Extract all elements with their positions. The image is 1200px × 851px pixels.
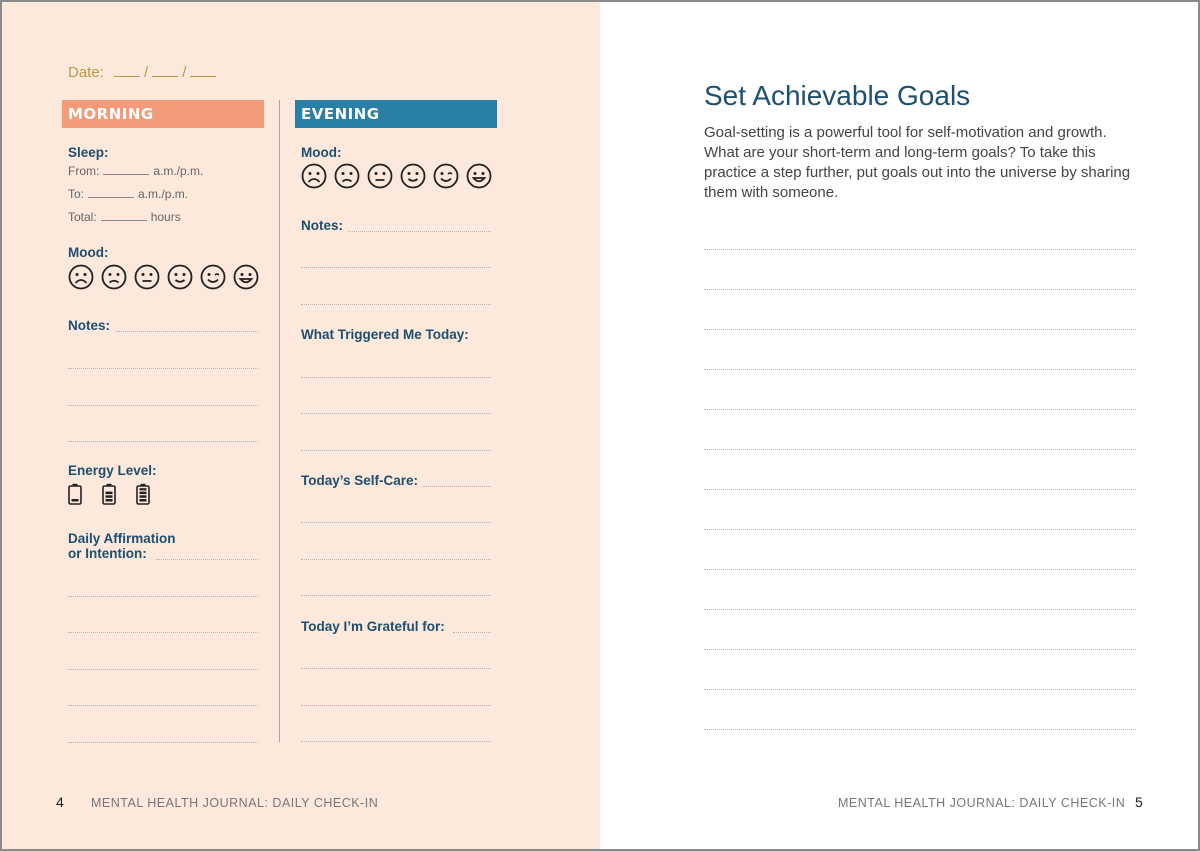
morning-mood-label: Mood:: [68, 245, 109, 260]
affirmation-line[interactable]: [68, 742, 258, 743]
sleep-from-blank[interactable]: [103, 164, 149, 175]
morning-notes-line[interactable]: [68, 368, 258, 369]
evening-notes-line[interactable]: [301, 304, 491, 305]
self-care-line[interactable]: [301, 595, 491, 596]
sad-face-icon[interactable]: [334, 163, 360, 189]
sleep-total-blank[interactable]: [101, 210, 147, 221]
goal-writing-line[interactable]: [704, 369, 1136, 370]
self-care-line[interactable]: [301, 522, 491, 523]
date-label: Date:: [68, 64, 104, 81]
sleep-total-suffix: hours: [150, 210, 181, 224]
goal-writing-line[interactable]: [704, 609, 1136, 610]
running-title-right: MENTAL HEALTH JOURNAL: DAILY CHECK-IN: [838, 796, 1126, 810]
evening-notes-label: Notes:: [301, 218, 344, 233]
affirmation-label-line2: or Intention:: [68, 546, 147, 561]
date-separator: /: [182, 64, 187, 81]
page-number-right: 5: [1135, 794, 1143, 810]
neutral-face-icon[interactable]: [367, 163, 393, 189]
morning-mood-faces: [68, 264, 259, 290]
sleep-total-label: Total:: [68, 210, 97, 224]
happy-face-icon[interactable]: [466, 163, 492, 189]
morning-notes-label: Notes:: [68, 318, 111, 333]
sad-face-icon[interactable]: [101, 264, 127, 290]
affirmation-label-line1: Daily Affirmation: [68, 531, 176, 546]
sleep-to-blank[interactable]: [88, 187, 134, 198]
grateful-line[interactable]: [301, 705, 491, 706]
energy-level-label: Energy Level:: [68, 463, 157, 478]
intro-paragraph: Goal-setting is a powerful tool for self-motivation and growth. What are your short-term and long-term goals? To take this practice a step further, put goals out into the universe by sharing them with someone.: [704, 124, 1131, 201]
grateful-label: Today I’m Grateful for:: [301, 619, 445, 634]
affirmation-line[interactable]: [68, 669, 258, 670]
self-care-label: Today’s Self-Care:: [301, 473, 419, 488]
very-sad-face-icon[interactable]: [68, 264, 94, 290]
winking-face-icon[interactable]: [200, 264, 226, 290]
self-care-line[interactable]: [423, 486, 491, 487]
affirmation-line[interactable]: [68, 632, 258, 633]
affirmation-line[interactable]: [68, 705, 258, 706]
neutral-face-icon[interactable]: [134, 264, 160, 290]
date-day-blank[interactable]: [152, 66, 178, 77]
goal-writing-line[interactable]: [704, 649, 1136, 650]
morning-notes-line[interactable]: [116, 331, 258, 332]
date-year-blank[interactable]: [190, 66, 216, 77]
goal-writing-line[interactable]: [704, 569, 1136, 570]
evening-mood-faces: [301, 163, 492, 189]
morning-notes-line[interactable]: [68, 441, 258, 442]
grateful-line[interactable]: [301, 741, 491, 742]
sleep-from-suffix: a.m./p.m.: [153, 164, 204, 178]
goal-writing-line[interactable]: [704, 409, 1136, 410]
very-sad-face-icon[interactable]: [301, 163, 327, 189]
affirmation-line[interactable]: [156, 559, 258, 560]
grateful-line[interactable]: [453, 632, 491, 633]
content-face-icon[interactable]: [167, 264, 193, 290]
grateful-line[interactable]: [301, 668, 491, 669]
triggered-label: What Triggered Me Today:: [301, 327, 469, 342]
sleep-label: Sleep:: [68, 145, 109, 160]
battery-low-icon[interactable]: [68, 483, 82, 505]
page-title: Set Achievable Goals: [704, 80, 971, 111]
battery-full-icon[interactable]: [136, 483, 150, 505]
date-month-blank[interactable]: [114, 66, 140, 77]
self-care-line[interactable]: [301, 559, 491, 560]
battery-medium-icon[interactable]: [102, 483, 116, 505]
column-divider: [279, 100, 280, 742]
goal-writing-line[interactable]: [704, 689, 1136, 690]
morning-header: MORNING: [62, 100, 264, 128]
goal-writing-line[interactable]: [704, 289, 1136, 290]
evening-mood-label: Mood:: [301, 145, 342, 160]
goal-writing-line[interactable]: [704, 489, 1136, 490]
right-page: [600, 2, 1198, 849]
sleep-to-row: [68, 187, 188, 201]
goal-writing-line[interactable]: [704, 329, 1136, 330]
evening-notes-line[interactable]: [301, 267, 491, 268]
date-separator: /: [144, 64, 149, 81]
goal-writing-line[interactable]: [704, 729, 1136, 730]
happy-face-icon[interactable]: [233, 264, 259, 290]
affirmation-line[interactable]: [68, 596, 258, 597]
sleep-to-label: To:: [68, 187, 85, 201]
sleep-from-row: [68, 164, 203, 178]
evening-notes-line[interactable]: [348, 231, 491, 232]
evening-header: EVENING: [295, 100, 497, 128]
page-number-left: 4: [56, 794, 64, 810]
content-face-icon[interactable]: [400, 163, 426, 189]
running-title-left: MENTAL HEALTH JOURNAL: DAILY CHECK-IN: [91, 796, 379, 810]
triggered-line[interactable]: [301, 377, 491, 378]
sleep-from-label: From:: [68, 164, 100, 178]
winking-face-icon[interactable]: [433, 163, 459, 189]
date-row: [68, 64, 220, 81]
sleep-total-row: [68, 210, 181, 224]
triggered-line[interactable]: [301, 450, 491, 451]
triggered-line[interactable]: [301, 413, 491, 414]
left-page: [2, 2, 600, 849]
goal-writing-line[interactable]: [704, 529, 1136, 530]
energy-level-icons: [68, 483, 150, 505]
goal-writing-line[interactable]: [704, 449, 1136, 450]
goal-writing-line[interactable]: [704, 249, 1136, 250]
morning-notes-line[interactable]: [68, 405, 258, 406]
sleep-to-suffix: a.m./p.m.: [138, 187, 189, 201]
